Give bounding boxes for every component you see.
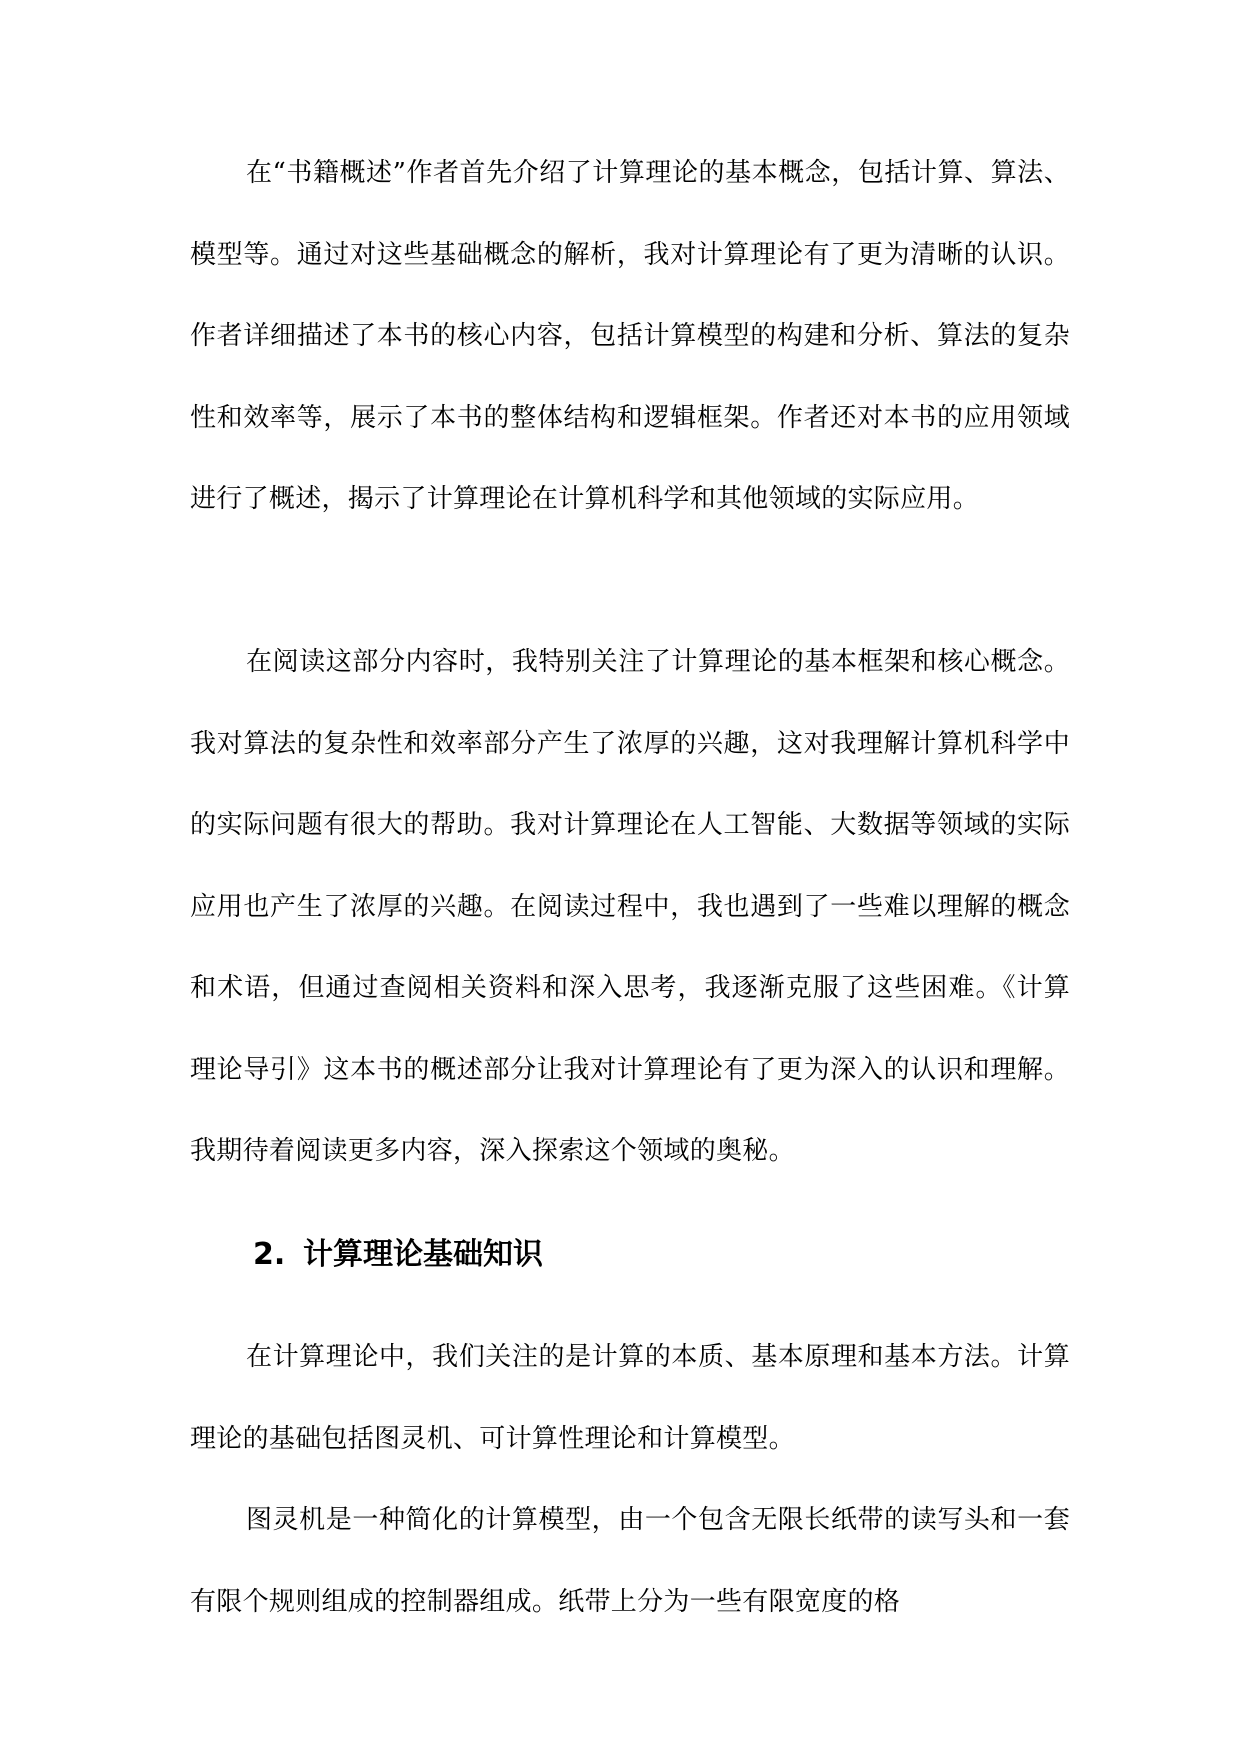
section-heading bbox=[253, 1231, 543, 1279]
paragraph-computation-theory-basics: 在计算理论中，我们关注的是计算的本质、基本原理和基本方法。计算理论的基础包括图灵机、可计算性理论和计算模型。 bbox=[190, 1342, 1070, 1454]
paragraph-book-overview: 在“书籍概述”作者首先介绍了计算理论的基本概念，包括计算、算法、模型等。通过对这些基础概念的解析，我对计算理论有了更为清晰的认识。作者详细描述了本书的核心内容，包括计算模型的构建和分析、算法的复杂性和效率等，展示了本书的整体结构和逻辑框架。作者还对本书的应用领域进行了概述，揭示了计算理论在计算机科学和其他领域的实际应用。 bbox=[190, 158, 1070, 514]
section-title: 计算理论基础知识 bbox=[303, 1237, 543, 1272]
paragraph-turing-machine: 图灵机是一种简化的计算模型，由一个包含无限长纸带的读写头和一套有限个规则组成的控制器组成。纸带上分为一些有限宽度的格 bbox=[190, 1505, 1070, 1617]
paragraph-reading-reflection: 在阅读这部分内容时，我特别关注了计算理论的基本框架和核心概念。我对算法的复杂性和效率部分产生了浓厚的兴趣，这对我理解计算机科学中的实际问题有很大的帮助。我对计算理论在人工智能、大数据等领域的实际应用也产生了浓厚的兴趣。在阅读过程中，我也遇到了一些难以理解的概念和术语，但通过查阅相关资料和深入思考，我逐渐克服了这些困难。《计算理论导引》这本书的概述部分让我对计算理论有了更为深入的认识和理解。我期待着阅读更多内容，深入探索这个领域的奥秘。 bbox=[190, 647, 1070, 1166]
section-number: 2. bbox=[253, 1237, 286, 1272]
